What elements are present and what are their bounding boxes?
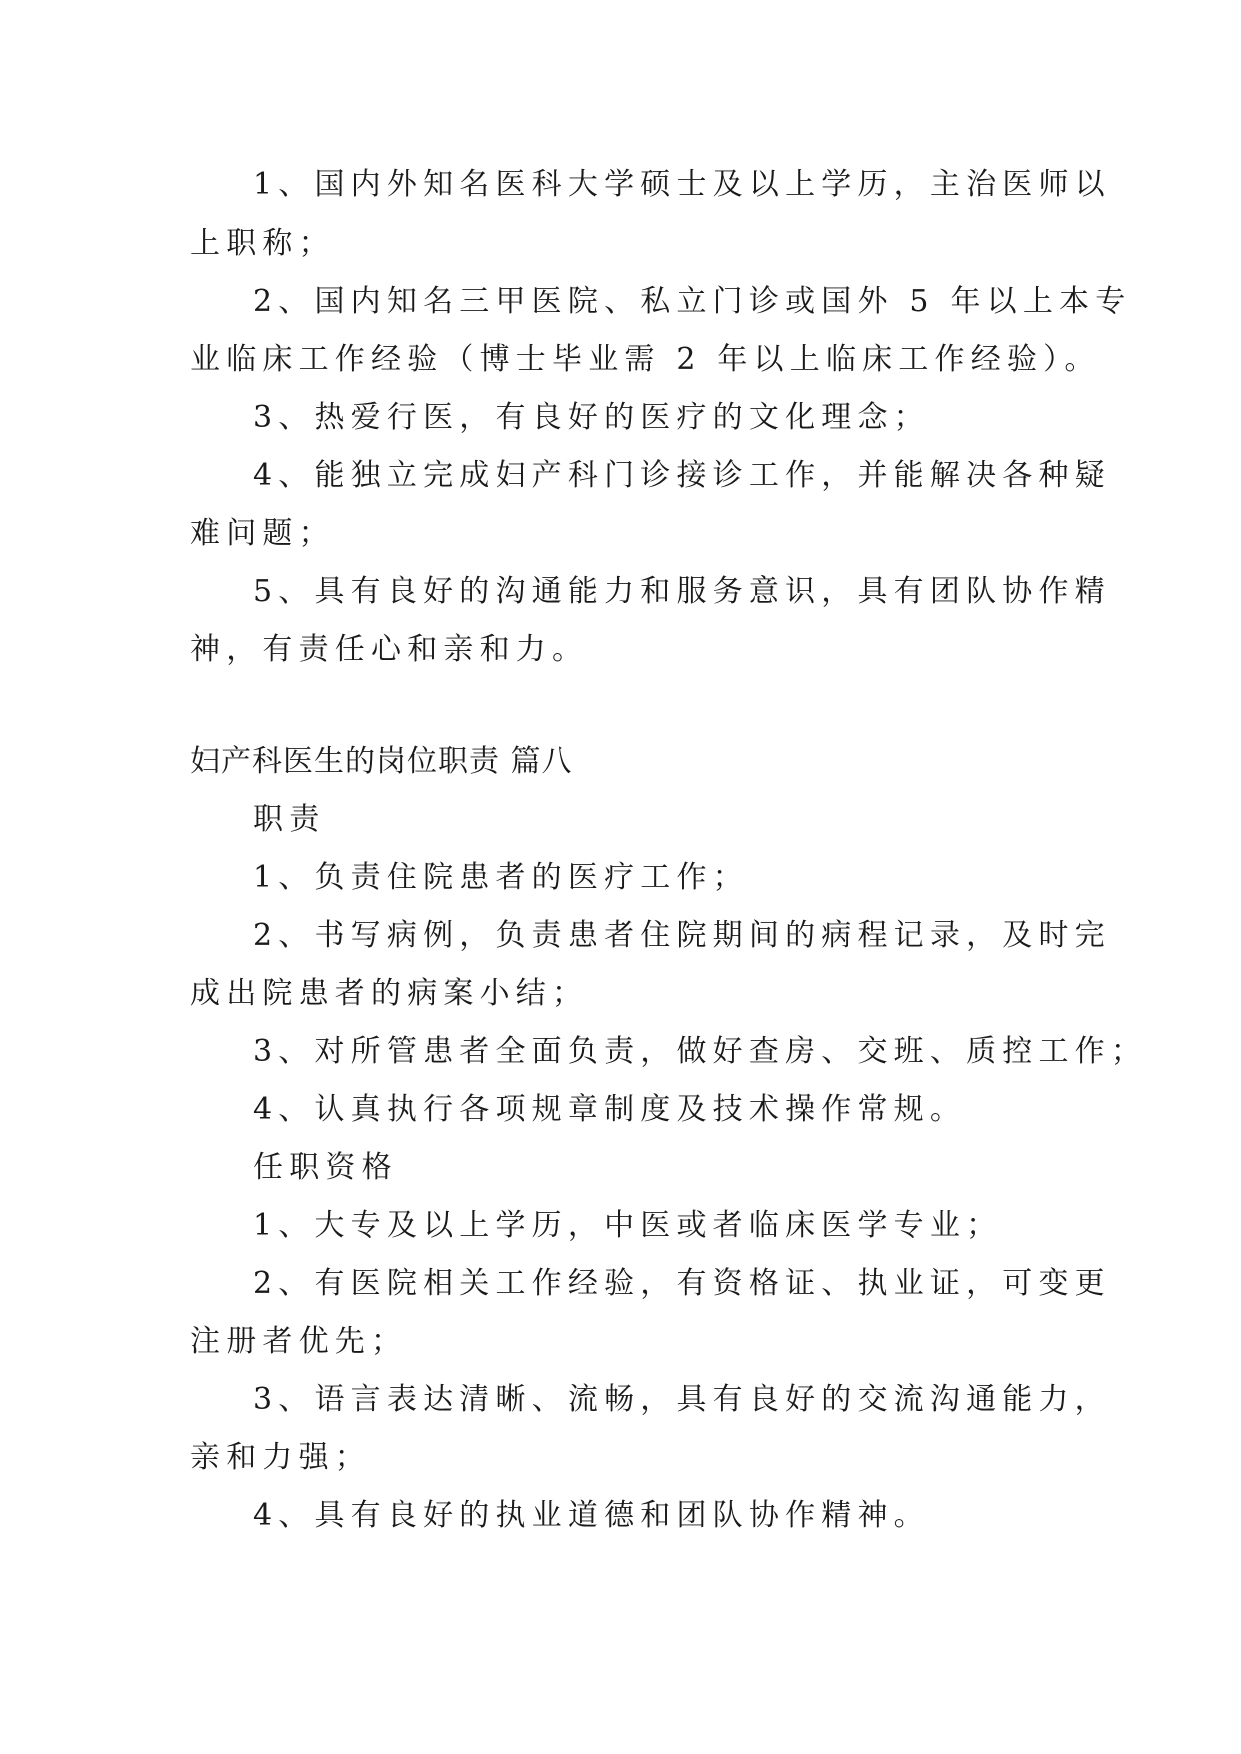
list-item-continuation: 神，有责任心和亲和力。	[190, 632, 589, 667]
list-item-continuation: 注册者优先；	[190, 1324, 408, 1359]
list-item: 3、语言表达清晰、流畅，具有良好的交流沟通能力，	[253, 1382, 1111, 1417]
list-item: 4、能独立完成妇产科门诊接诊工作，并能解决各种疑	[253, 458, 1111, 493]
qualifications-heading: 任职资格	[253, 1150, 398, 1185]
list-item: 2、国内知名三甲医院、私立门诊或国外 5 年以上本专	[253, 284, 1132, 319]
list-item: 3、热爱行医，有良好的医疗的文化理念；	[253, 400, 930, 435]
list-item: 4、认真执行各项规章制度及技术操作常规。	[253, 1092, 967, 1127]
list-item-continuation: 难问题；	[190, 516, 335, 551]
list-item-continuation: 成出院患者的病案小结；	[190, 976, 589, 1011]
list-item: 4、具有良好的执业道德和团队协作精神。	[253, 1498, 930, 1533]
list-item: 1、负责住院患者的医疗工作；	[253, 860, 749, 895]
list-item-continuation: 亲和力强；	[190, 1440, 371, 1475]
list-item-continuation: 上职称；	[190, 226, 335, 261]
list-item: 2、有医院相关工作经验，有资格证、执业证，可变更	[253, 1266, 1111, 1301]
list-item: 2、书写病例，负责患者住院期间的病程记录，及时完	[253, 918, 1111, 953]
list-item: 3、对所管患者全面负责，做好查房、交班、质控工作；	[253, 1034, 1148, 1069]
list-item: 5、具有良好的沟通能力和服务意识，具有团队协作精	[253, 574, 1111, 609]
list-item: 1、国内外知名医科大学硕士及以上学历，主治医师以	[253, 167, 1111, 202]
duties-heading: 职责	[253, 802, 326, 837]
list-item-continuation: 业临床工作经验（博士毕业需 2 年以上临床工作经验）。	[190, 342, 1101, 377]
list-item: 1、大专及以上学历，中医或者临床医学专业；	[253, 1208, 1003, 1243]
section-title: 妇产科医生的岗位职责 篇八	[190, 744, 573, 779]
